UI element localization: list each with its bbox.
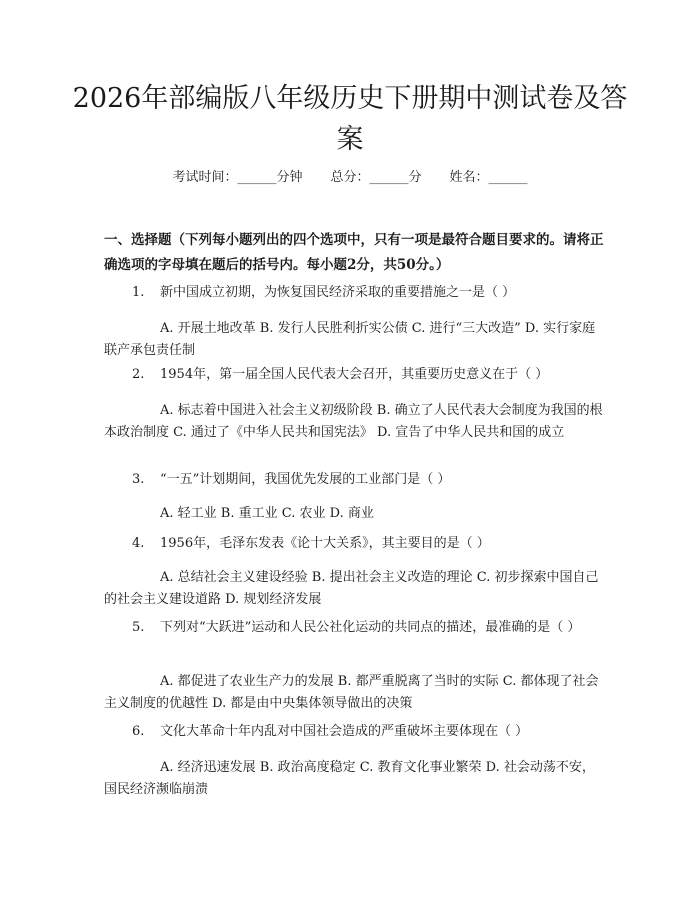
question-number: 2. bbox=[132, 367, 145, 382]
question-text: 下列对“大跃进”运动和人民公社化运动的共同点的描述，最准确的是（ ） bbox=[160, 620, 581, 635]
question-stem bbox=[104, 282, 604, 304]
question-options: A. 都促进了农业生产力的发展 B. 都严重脱离了当时的实际 C. 都体现了社会主义制度的优越性 D. 都是由中央集体领导做出的决策 bbox=[104, 674, 599, 711]
question-number: 5. bbox=[132, 620, 145, 635]
question-options: A. 总结社会主义建设经验 B. 提出社会主义改造的理论 C. 初步探索中国自己的社会主义建设道路 D. 规划经济发展 bbox=[104, 570, 599, 607]
question-number: 1. bbox=[132, 285, 145, 300]
question-stem bbox=[104, 533, 604, 555]
question-number: 3. bbox=[132, 472, 145, 487]
question-stem bbox=[104, 469, 604, 491]
total-score-field: 总分：______分 bbox=[330, 170, 422, 185]
question-text: 新中国成立初期，为恢复国民经济采取的重要措施之一是（ ） bbox=[160, 285, 516, 300]
question-stem bbox=[104, 721, 604, 743]
question-text: “一五”计划期间，我国优先发展的工业部门是（ ） bbox=[160, 472, 451, 487]
section-heading: 一、选择题（下列每小题列出的四个选项中，只有一项是最符合题目要求的。请将正确选项的字母填在题后的括号内。每小题2分，共50分。） bbox=[104, 232, 604, 273]
question-options: A. 标志着中国进入社会主义初级阶段 B. 确立了人民代表大会制度为我国的根本政治制度 C. 通过了《中华人民共和国宪法》 D. 宣告了中华人民共和国的成立 bbox=[104, 403, 603, 440]
question-options: A. 轻工业 B. 重工业 C. 农业 D. 商业 bbox=[160, 506, 374, 521]
question-number: 4. bbox=[132, 536, 145, 551]
question-options: A. 开展土地改革 B. 发行人民胜利折实公债 C. 进行“三大改造” D. 实行家庭联产承包责任制 bbox=[104, 321, 596, 358]
question-text: 文化大革命十年内乱对中国社会造成的严重破坏主要体现在（ ） bbox=[160, 724, 529, 739]
student-name-field: 姓名：______ bbox=[449, 170, 528, 185]
question-text: 1956年，毛泽东发表《论十大关系》，其主要目的是（ ） bbox=[160, 536, 490, 551]
question-options: A. 经济迅速发展 B. 政治高度稳定 C. 教育文化事业繁荣 D. 社会动荡不安，国民经济濒临崩溃 bbox=[104, 760, 595, 797]
exam-time-field: 考试时间：______分钟 bbox=[172, 170, 303, 185]
exam-info-line bbox=[0, 168, 700, 188]
question-text: 1954年，第一届全国人民代表大会召开，其重要历史意义在于（ ） bbox=[160, 367, 549, 382]
document-title: 2026年部编版八年级历史下册期中测试卷及答案 bbox=[72, 83, 628, 155]
question-stem bbox=[104, 617, 604, 639]
question-number: 6. bbox=[132, 724, 145, 739]
question-stem bbox=[104, 364, 604, 386]
